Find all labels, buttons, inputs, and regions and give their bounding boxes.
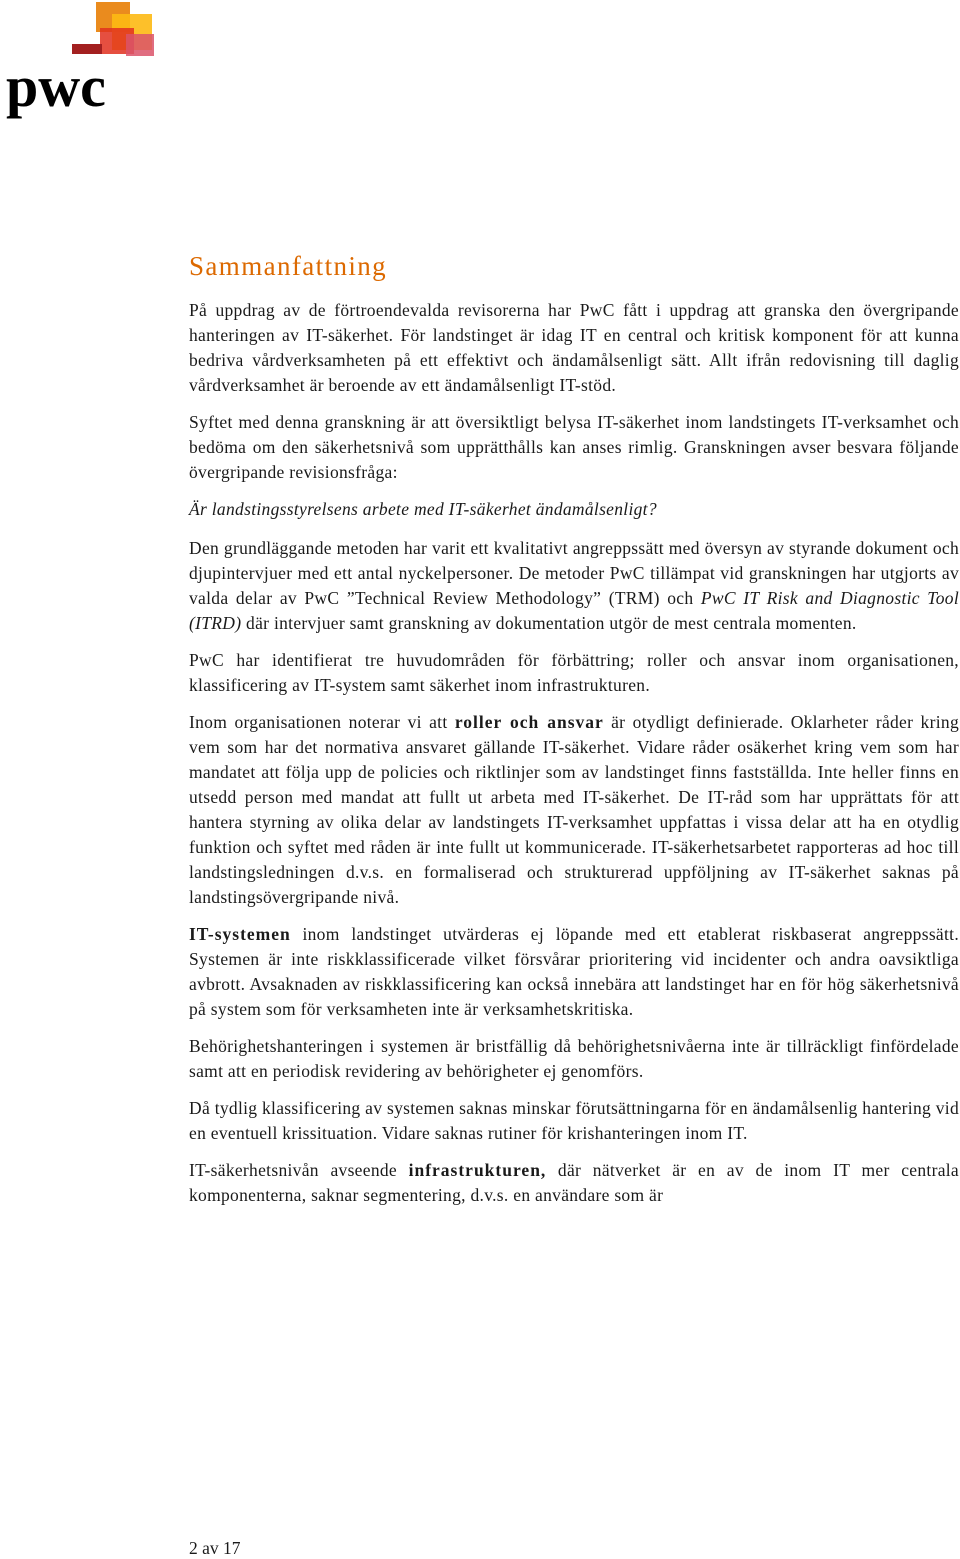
paragraph-intro: På uppdrag av de förtroendevalda revisorerna har PwC fått i uppdrag att granska den övergripande hanteringen av IT-säkerhet. För landstinget är idag IT en central och kritisk komponent för att kunna bedriva vårdverksamheten på ett effektivt och ändamålsenligt sätt. Allt ifrån redovisning till daglig vårdverksamhet är beroende av ett ändamålsenligt IT-stöd. bbox=[189, 300, 959, 395]
roles-text-b: är otydligt definierade. Oklarheter råder kring vem som har det normativa ansvaret gällande IT-säkerhet. Vidare råder osäkerhet kring vem som har mandatet att följa upp de policies och riktlinjer som av landstinget finns fastställda. Inte heller finns en utsedd person med mandat att fullt ut arbeta med IT-säkerhet. De IT-råd som har upprättats för att hantera styrning av olika delar av landstingets IT-verksamhet uppfattas i vissa delar att ha en otydlig funktion och syftet med råden är inte fullt ut kommunicerade. IT-säkerhetsarbetet rapporteras ad hoc till landstingsledningen d.v.s. en formaliserad och strukturerad uppföljning av IT-säkerhet saknas på landstingsövergripande nivå. bbox=[189, 712, 959, 907]
infra-text-a: IT-säkerhetsnivån avseende bbox=[189, 1160, 409, 1180]
pwc-logo-mark bbox=[0, 0, 160, 120]
revision-question: Är landstingsstyrelsens arbete med IT-säkerhet ändamålsenligt? bbox=[189, 499, 657, 519]
method-tool-name: PwC IT Risk and Diagnostic Tool (ITRD) bbox=[189, 588, 959, 633]
infra-keyword: infrastrukturen, bbox=[408, 1160, 547, 1180]
pwc-logo bbox=[0, 0, 160, 120]
paragraph-purpose: Syftet med denna granskning är att översiktligt belysa IT-säkerhet inom landstingets IT-verksamhet och bedöma om den säkerhetsnivå som upprätthålls kan anses rimlig. Granskningen avser besvara följande övergripande revisionsfråga: bbox=[189, 412, 959, 482]
method-text-a: Den grundläggande metoden har varit ett kvalitativt angreppssätt med översyn av styrande dokument och djupintervjuer med ett antal nyckelpersoner. De metoder PwC tillämpat vid granskningen har utgjorts av valda delar av PwC ”Technical Review Methodology” (TRM) och bbox=[189, 538, 959, 608]
infra-text-b: där nätverket är en av de inom IT mer centrala komponenterna, saknar segmentering, d.v.s. en användare som är bbox=[189, 1160, 959, 1205]
paragraph-access: Behörighetshanteringen i systemen är bristfällig då behörighetsnivåerna inte är tillräckligt finfördelade samt att en periodisk revidering av behörigheter ej genomförs. bbox=[189, 1036, 959, 1081]
method-text-b: där intervjuer samt granskning av dokumentation utgör de mest centrala momenten. bbox=[241, 613, 857, 633]
paragraph-method bbox=[189, 536, 959, 636]
paragraph-crisis: Då tydlig klassificering av systemen saknas minskar förutsättningarna för en ändamålsenlig hantering vid en eventuell krissituation. Vidare saknas rutiner för krishanteringen inom IT. bbox=[189, 1098, 959, 1143]
paragraph-infrastructure bbox=[189, 1158, 959, 1208]
logo-bar-dark bbox=[72, 44, 102, 54]
logo-square-rose bbox=[126, 34, 154, 56]
it-systems-text: inom landstinget utvärderas ej löpande med ett etablerat riskbaserat angreppssätt. Systemen är inte riskklassificerade vilket försvårar prioritering vid incidenter och andra oavsiktliga avbrott. Avsaknaden av riskklassificering kan också innebära att landstinget har en för hög säkerhetsnivå på system som för verksamheten inte är verksamhetskritiska. bbox=[189, 924, 959, 1019]
page-title: Sammanfattning bbox=[189, 251, 388, 281]
logo-wordmark: pwc bbox=[6, 54, 106, 119]
it-systems-keyword: IT-systemen bbox=[189, 924, 291, 944]
roles-keyword: roller och ansvar bbox=[454, 712, 604, 732]
document-body bbox=[189, 250, 959, 1220]
paragraph-roles bbox=[189, 710, 959, 910]
roles-text-a: Inom organisationen noterar vi att bbox=[189, 712, 455, 732]
paragraph-it-systems bbox=[189, 922, 959, 1022]
paragraph-improvement-areas: PwC har identifierat tre huvudområden för förbättring; roller och ansvar inom organisationen, klassificering av IT-system samt säkerhet inom infrastrukturen. bbox=[189, 650, 959, 695]
page-number: 2 av 17 bbox=[189, 1538, 241, 1558]
